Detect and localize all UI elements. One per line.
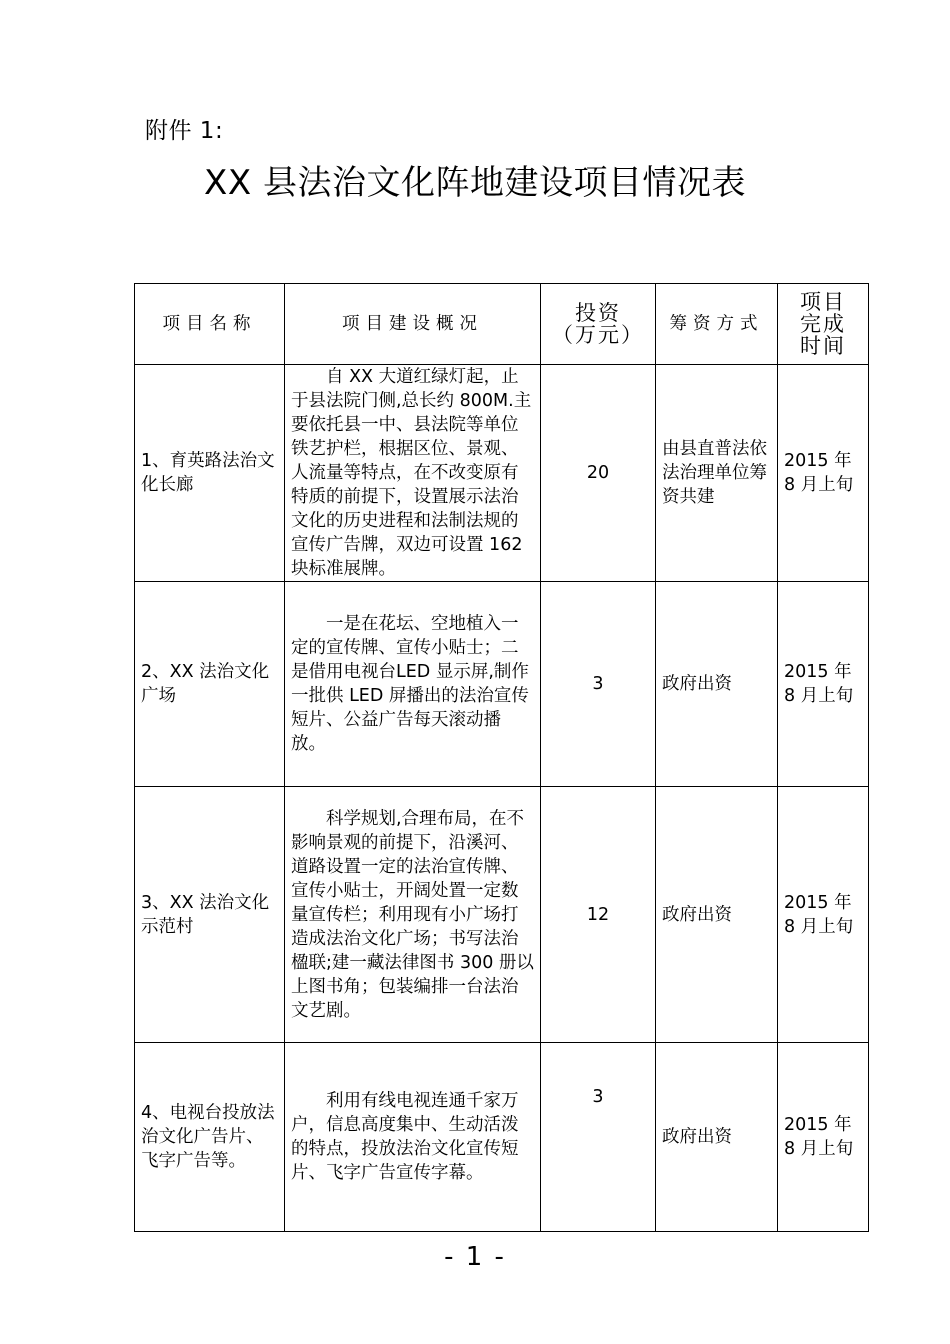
project-time: 2015 年 8 月上旬 xyxy=(778,582,869,787)
project-time: 2015 年 8 月上旬 xyxy=(778,787,869,1043)
header-project-description: 项目建设概况 xyxy=(285,284,541,365)
project-investment: 3 xyxy=(541,582,656,787)
project-time: 2015 年 8 月上旬 xyxy=(778,1043,869,1232)
header-time-line2: 完成 xyxy=(800,312,846,336)
header-completion-time xyxy=(778,284,869,365)
project-time: 2015 年 8 月上旬 xyxy=(778,365,869,582)
project-name: 3、XX 法治文化示范村 xyxy=(135,787,285,1043)
header-time-line1: 项目 xyxy=(800,290,846,314)
header-funding: 筹资方式 xyxy=(656,284,778,365)
project-description: 利用有线电视连通千家万户，信息高度集中、生动活泼的特点，投放法治文化宣传短片、飞字广告宣传字幕。 xyxy=(285,1043,541,1232)
project-funding: 政府出资 xyxy=(656,1043,778,1232)
header-investment-line1: 投资 xyxy=(575,301,621,325)
attachment-label: 附件 1: xyxy=(145,118,224,144)
project-name: 1、育英路法治文化长廊 xyxy=(135,365,285,582)
header-project-name: 项目名称 xyxy=(135,284,285,365)
project-funding: 政府出资 xyxy=(656,582,778,787)
project-investment: 3 xyxy=(541,1043,656,1232)
header-investment xyxy=(541,284,656,365)
table-header-row xyxy=(135,284,869,365)
project-investment: 20 xyxy=(541,365,656,582)
project-funding: 政府出资 xyxy=(656,787,778,1043)
page-number: - 1 - xyxy=(444,1242,506,1272)
document-title: XX 县法治文化阵地建设项目情况表 xyxy=(204,163,746,203)
table-row xyxy=(135,787,869,1043)
table-row xyxy=(135,365,869,582)
project-description: 科学规划,合理布局，在不影响景观的前提下，沿溪河、道路设置一定的法治宣传牌、宣传小贴士，开阔处置一定数量宣传栏；利用现有小广场打造成法治文化广场；书写法治楹联;建一藏法律图书 300 册以上图书角；包装编排一台法治文艺剧。 xyxy=(285,787,541,1043)
header-investment-line2: （万元） xyxy=(552,323,644,347)
project-description: 一是在花坛、空地植入一定的宣传牌、宣传小贴士；二是借用电视台LED 显示屏,制作一批供 LED 屏播出的法治宣传短片、公益广告每天滚动播放。 xyxy=(285,582,541,787)
project-description: 自 XX 大道红绿灯起，止于县法院门侧,总长约 800M.主要依托县一中、县法院等单位铁艺护栏，根据区位、景观、人流量等特点，在不改变原有特质的前提下，设置展示法治文化的历史进程和法制法规的宣传广告牌，双边可设置 162 块标准展牌。 xyxy=(285,365,541,582)
project-name: 2、XX 法治文化广场 xyxy=(135,582,285,787)
table-row xyxy=(135,582,869,787)
table-row xyxy=(135,1043,869,1232)
project-name: 4、电视台投放法治文化广告片、飞字广告等。 xyxy=(135,1043,285,1232)
projects-table xyxy=(134,283,869,1232)
project-funding: 由县直普法依法治理单位筹资共建 xyxy=(656,365,778,582)
project-investment: 12 xyxy=(541,787,656,1043)
header-time-line3: 时间 xyxy=(800,334,846,358)
